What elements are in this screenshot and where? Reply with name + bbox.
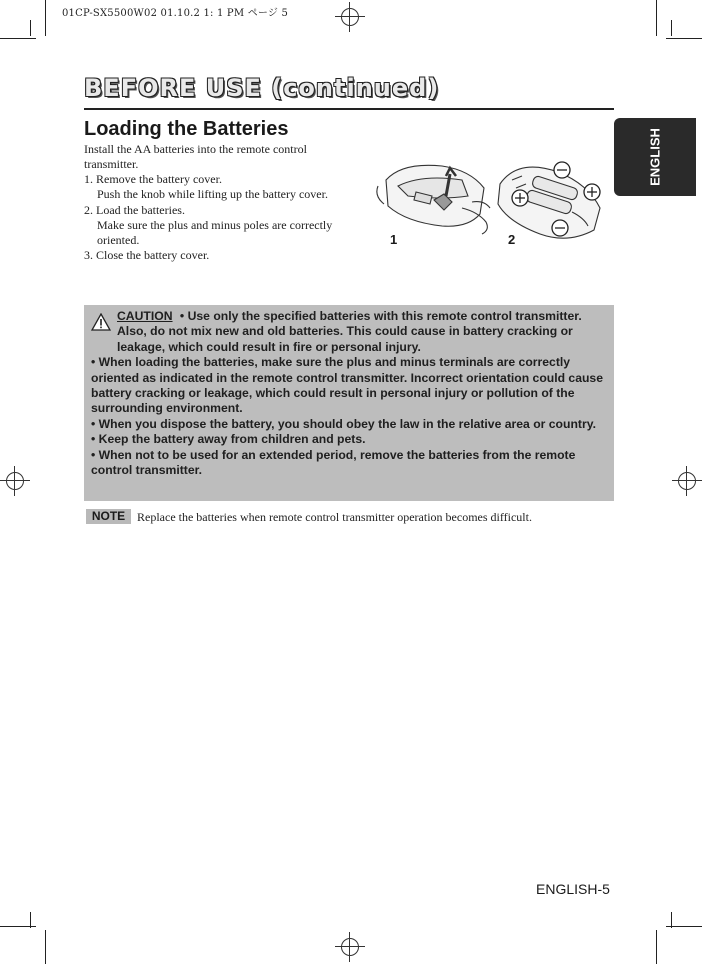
battery-illustration-svg [372, 152, 608, 252]
registration-mark-icon [672, 466, 702, 496]
crop-mark [45, 0, 46, 36]
caution-item-1: CAUTION • Use only the specified batteries with this remote control transmitter. Also, do not mix new and old batteries. This could cause in battery cracking or leakage, which could result in fire or personal injury. [117, 309, 582, 354]
step-1-detail: Push the knob while lifting up the battery cover. [97, 187, 328, 202]
crop-mark [30, 912, 31, 928]
crop-mark [656, 0, 657, 36]
figure-label-1: 1 [390, 232, 398, 247]
print-header: 01CP-SX5500W02 01.10.2 1: 1 PM ページ 5 [62, 8, 289, 19]
registration-mark-icon [335, 2, 365, 32]
note-badge: NOTE [86, 509, 131, 524]
caution-label: CAUTION [117, 309, 173, 323]
caution-item-2: • When loading the batteries, make sure the plus and minus terminals are correctly oriented as indicated in the remote control transmitter. Incorrect orientation could cause battery cracking or leakage, which could result in personal injury or pollution of the surrounding environment. [91, 355, 603, 416]
crop-mark [30, 20, 31, 36]
step-2: 2. Load the batteries. [84, 202, 185, 217]
step-2-detail: Make sure the plus and minus poles are correctly oriented. [97, 217, 333, 248]
title-divider [84, 108, 614, 110]
caution-item-5: • When not to be used for an extended period, remove the batteries from the remote control transmitter. [91, 447, 576, 478]
note-text: Replace the batteries when remote control transmitter operation becomes difficult. [137, 510, 532, 524]
intro-text: Install the AA batteries into the remote control transmitter. [84, 142, 307, 172]
step-1: 1. Remove the battery cover. [84, 172, 222, 186]
crop-mark [666, 38, 702, 39]
language-tab-label: ENGLISH [647, 128, 663, 186]
crop-mark [0, 38, 36, 39]
remote-cover-removal-figure [377, 165, 490, 234]
figure-label-2: 2 [508, 232, 516, 247]
language-tab [614, 118, 696, 196]
crop-mark [656, 930, 657, 964]
crop-mark [671, 20, 672, 36]
page-title: BEFORE USE (continued) [84, 74, 440, 102]
step-3: 3. Close the battery cover. [84, 248, 210, 263]
crop-mark [45, 930, 46, 964]
caution-item-4: • Keep the battery away from children and pets. [91, 432, 366, 447]
section-heading: Loading the Batteries [84, 118, 289, 140]
registration-mark-icon [335, 932, 365, 962]
crop-mark [671, 912, 672, 928]
battery-illustration [372, 152, 608, 252]
caution-item-3: • When you dispose the battery, you should obey the law in the relative area or country. [91, 416, 596, 431]
caution-text [91, 309, 611, 478]
page-number: ENGLISH-5 [536, 881, 610, 897]
steps-list [84, 172, 364, 264]
registration-mark-icon [0, 466, 30, 496]
